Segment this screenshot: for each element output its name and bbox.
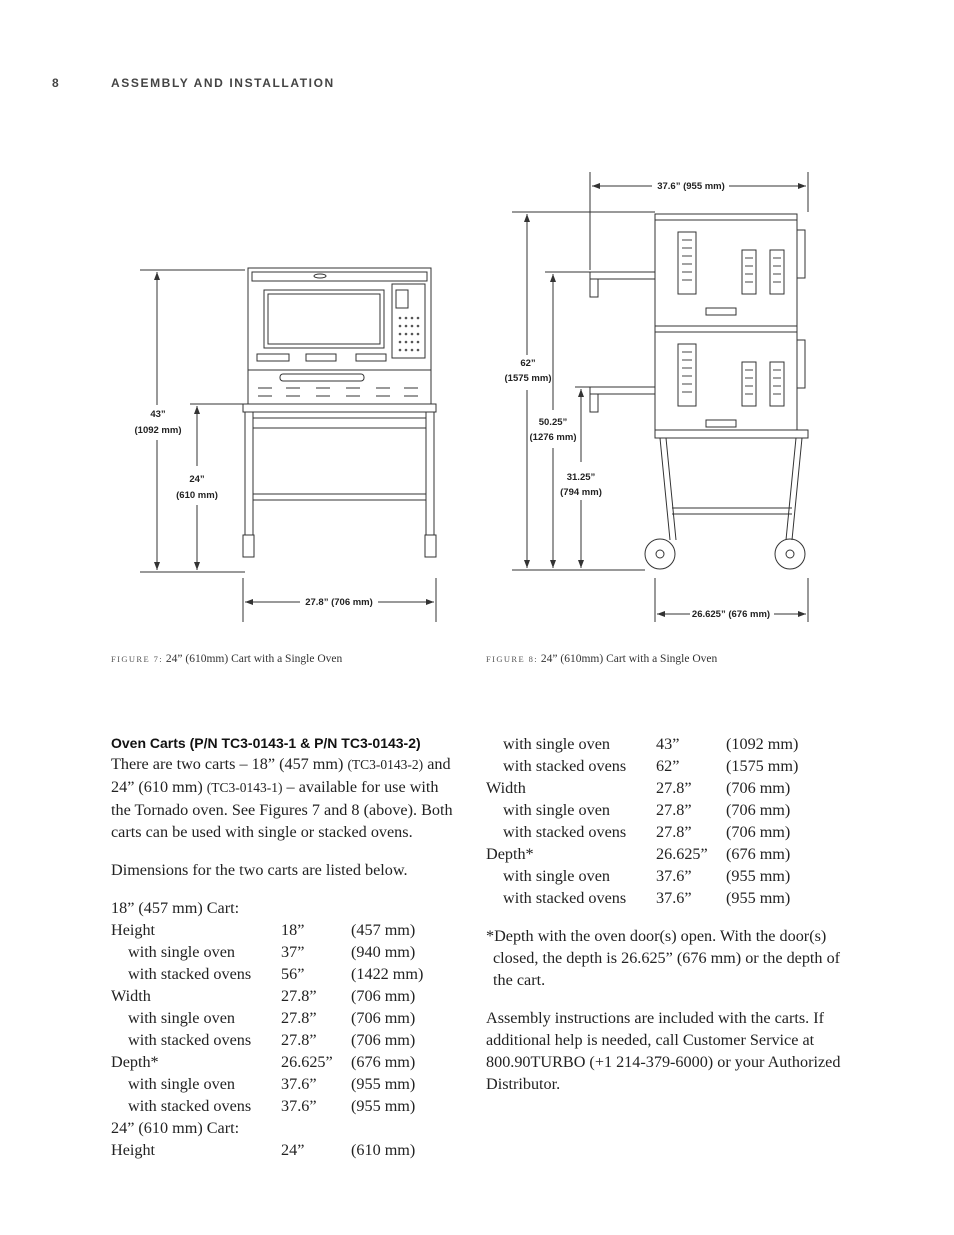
dimension-row [111,1007,456,1029]
cart18-title: 18” (457 mm) Cart: [111,899,240,917]
row-mm: (706 mm) [351,1009,416,1027]
row-value: 26.625” [656,845,708,863]
row-value: 27.8” [281,1031,317,1049]
fig7-dim-cart: 24” [189,474,205,485]
fig8-dim-total: 62” [520,358,536,369]
fig8-dim-depth-bottom: 26.625” (676 mm) [691,609,771,620]
row-value: 26.625” [281,1053,333,1071]
row-mm: (1575 mm) [726,757,799,775]
row-label: with single oven [128,1009,236,1027]
row-mm: (457 mm) [351,921,416,939]
right-column [486,733,846,1095]
row-value: 43” [656,735,680,753]
section-header: ASSEMBLY AND INSTALLATION [111,76,335,90]
depth-note: *Depth with the oven door(s) open. With the door(s) closed, the depth is 26.625” (676 mm) or the depth of the cart. [486,927,841,989]
row-label: with stacked ovens [503,757,627,775]
row-value: 56” [281,965,305,983]
row-value: 62” [656,757,680,775]
fig8-dim-mid: 50.25” [538,417,568,428]
fig7-dim-cart-mm: (610 mm) [176,490,218,501]
row-mm: (1092 mm) [726,735,799,753]
row-label: with stacked ovens [128,1097,252,1115]
row-mm: (706 mm) [726,779,791,797]
row-label: with stacked ovens [128,1031,252,1049]
fig8-dim-low: 31.25” [566,472,596,483]
figure-7-caption [111,653,342,665]
assembly-paragraph: Assembly instructions are included with the carts. If additional help is needed, call Customer Service at 800.90TURBO (+1 214-379-6000) or your Authorized Distributor. [486,1009,841,1093]
row-label: with stacked ovens [128,965,252,983]
row-mm: (706 mm) [726,801,791,819]
cart18-dimensions-table [111,919,456,1117]
row-label: with single oven [503,735,611,753]
fig7-dim-width: 27.8” (706 mm) [305,597,373,608]
row-value: 27.8” [656,801,692,819]
row-label: with single oven [128,943,236,961]
intro-text-1: There are two carts – 18” (457 mm) [111,755,344,773]
fig8-dim-mid-mm: (1276 mm) [529,432,577,443]
fig8-dim-low-mm: (794 mm) [560,487,602,498]
row-label: with stacked ovens [503,889,627,907]
fig7-dim-total-mm: (1092 mm) [134,425,182,436]
row-mm: (955 mm) [351,1075,416,1093]
dimension-row [486,843,846,865]
figure-7-label: FIGURE 7: [111,654,164,664]
row-mm: (940 mm) [351,943,416,961]
figure-8-caption-text: 24” (610mm) Cart with a Single Oven [540,653,718,665]
cart24-dimensions-table [486,733,846,909]
dimension-row [111,963,456,985]
figure-7-caption-text: 24” (610mm) Cart with a Single Oven [165,653,343,665]
row-mm: (676 mm) [726,845,791,863]
fig8-dim-depth-top: 37.6” (955 mm) [657,181,725,192]
dimension-row [486,777,846,799]
dimension-row [486,865,846,887]
row-value: 27.8” [281,1009,317,1027]
row-label: Depth* [486,845,534,863]
dimension-row [486,755,846,777]
dimension-row [111,1051,456,1073]
row-mm: (955 mm) [351,1097,416,1115]
dimension-row [111,941,456,963]
dimension-row [111,1095,456,1117]
row-value: 37.6” [656,867,692,885]
dimension-row [486,799,846,821]
row-value: 37” [281,943,305,961]
page-number: 8 [52,76,59,90]
row-value: 27.8” [281,987,317,1005]
dimension-row [486,733,846,755]
intro-text-2: and 24” (610 mm) [111,755,451,796]
left-column [111,733,456,1161]
cart24-height-row [111,1139,456,1161]
row-value: 37.6” [281,1075,317,1093]
intro-paragraph [111,753,456,843]
row-label: Width [486,779,526,797]
row-mm: (706 mm) [726,823,791,841]
row-label: with single oven [503,801,611,819]
row-value: 37.6” [281,1097,317,1115]
figure-8-caption [486,653,717,665]
intro-text-3: – available for use with the Tornado oven. See Figures 7 and 8 (above). Both carts can be used with single or stacked ovens. [111,778,453,841]
row-label: Height [111,1141,156,1159]
dims-intro: Dimensions for the two carts are listed below. [111,861,408,879]
row-label: Width [111,987,151,1005]
row-label: Depth* [111,1053,159,1071]
row-value: 18” [281,921,305,939]
row-label: Height [111,921,156,939]
row-value: 27.8” [656,823,692,841]
row-mm: (676 mm) [351,1053,416,1071]
dimension-row [111,919,456,941]
row-label: with single oven [128,1075,236,1093]
row-value: 27.8” [656,779,692,797]
dimension-row [111,1029,456,1051]
cart24-title: 24” (610 mm) Cart: [111,1119,240,1137]
dimension-row [111,1073,456,1095]
dimension-row [111,985,456,1007]
row-mm: (610 mm) [351,1141,416,1159]
section-title: Oven Carts (P/N TC3-0143-1 & P/N TC3-0143-2) [111,735,421,751]
row-mm: (1422 mm) [351,965,424,983]
row-label: with single oven [503,867,611,885]
row-label: with stacked ovens [503,823,627,841]
fig7-dim-total: 43” [150,409,166,420]
dimension-row [486,887,846,909]
row-mm: (955 mm) [726,889,791,907]
dimension-row [486,821,846,843]
fig8-dim-total-mm: (1575 mm) [504,373,552,384]
intro-part-number-1: (TC3-0143-1) [206,780,283,795]
row-mm: (706 mm) [351,1031,416,1049]
intro-part-number-2: (TC3-0143-2) [347,757,424,772]
row-value: 37.6” [656,889,692,907]
row-mm: (955 mm) [726,867,791,885]
row-value: 24” [281,1141,305,1159]
figure-8-label: FIGURE 8: [486,654,539,664]
row-mm: (706 mm) [351,987,416,1005]
